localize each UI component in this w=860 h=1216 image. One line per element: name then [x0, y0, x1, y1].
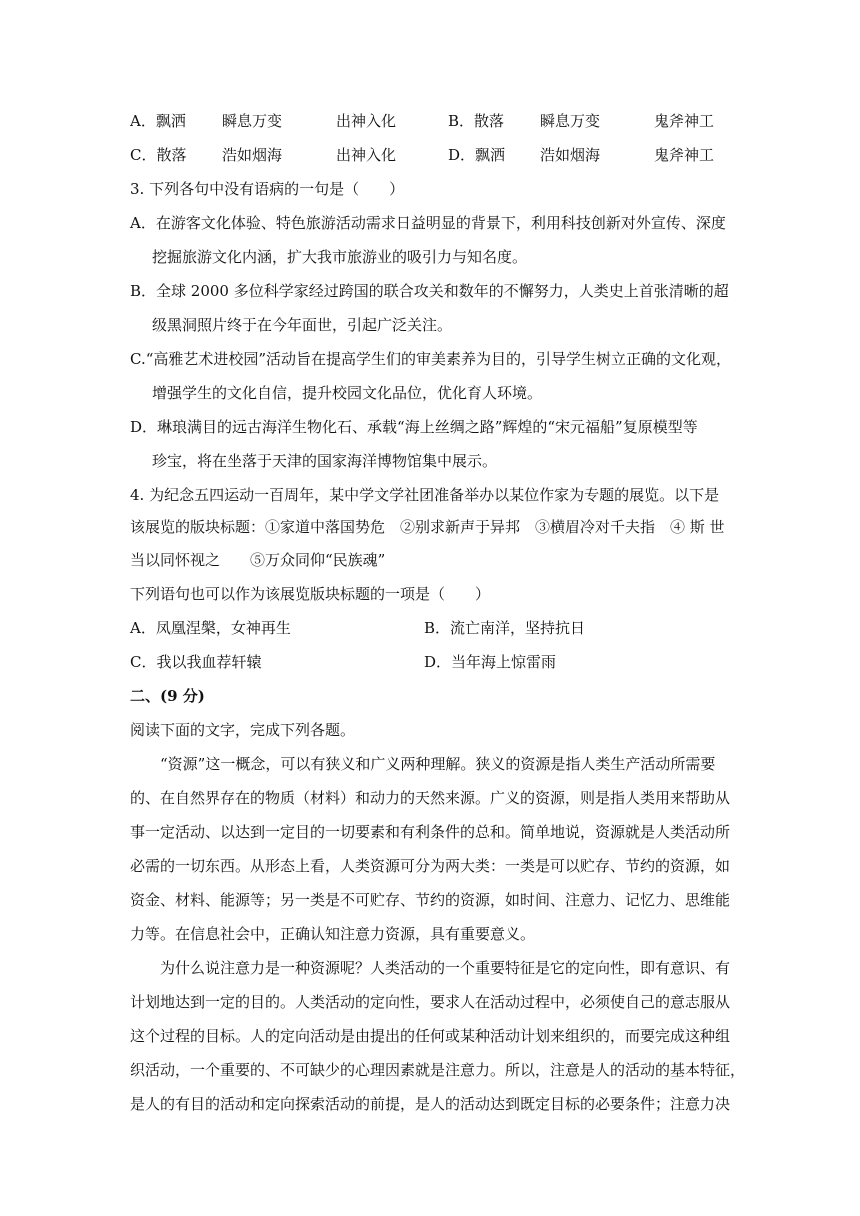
q2-option-d-word3: 鬼斧神工 — [654, 146, 715, 164]
q3-option-b-line1: B．全球 2000 多位科学家经过跨国的联合攻关和数年的不懈努力，人类史上首张清晰的超 — [130, 282, 729, 300]
passage-p1-line: “资源”这一概念，可以有狭义和广义两种理解。狭义的资源是指人类生产活动所需要 — [160, 755, 716, 773]
q4-question: 下列语句也可以作为该展览版块标题的一项是（ ） — [130, 585, 491, 603]
q2-option-c-word3: 出神入化 — [336, 146, 397, 164]
q2-option-d: D．飘洒 — [448, 146, 506, 164]
q2-option-a-word3: 出神入化 — [336, 112, 397, 130]
passage-p1-line: 必需的一切东西。从形态上看，人类资源可分为两大类：一类是可以贮存、节约的资源，如 — [130, 857, 731, 875]
section-intro: 阅读下面的文字，完成下列各题。 — [130, 721, 356, 739]
q2-option-a: A．飘洒 — [130, 112, 186, 130]
passage-p1-line: 资金、材料、能源等；另一类是不可贮存、节约的资源，如时间、注意力、记忆力、思维能 — [130, 891, 731, 909]
section-heading: 二、(9 分) — [130, 687, 205, 705]
passage-p2-line: 是人的有目的活动和定向探索活动的前提，是人的活动达到既定目标的必要条件；注意力决 — [130, 1095, 731, 1113]
q4-line2: 该展览的版块标题：①家道中落国势危 ②别求新声于异邦 ③横眉冷对千夫指 ④ 斯 世 — [130, 518, 725, 536]
passage-p1-line: 的、在自然界存在的物质（材料）和动力的天然来源。广义的资源，则是指人类用来帮助从 — [130, 789, 731, 807]
q4-line1: 4. 为纪念五四运动一百周年，某中学文学社团准备举办以某位作家为专题的展览。以下是 — [130, 486, 720, 504]
q2-option-b-word2: 瞬息万变 — [540, 112, 601, 130]
passage-p2-line: 计划地达到一定的目的。人类活动的定向性，要求人在活动过程中，必须使自己的意志服从 — [130, 993, 731, 1011]
q2-option-c: C．散落 — [130, 146, 187, 164]
passage-p2-line: 这个过程的目标。人的定向活动是由提出的任何或某种活动计划来组织的，而要完成这种组 — [130, 1027, 731, 1045]
q3-option-a-line1: A．在游客文化体验、特色旅游活动需求日益明显的背景下，利用科技创新对外宣传、深度 — [130, 214, 726, 232]
q4-option-b: B．流亡南洋，坚持抗日 — [424, 619, 586, 637]
q4-option-a: A．凤凰涅槃，女神再生 — [130, 619, 291, 637]
q3-option-d-line2: 珍宝，将在坐落于天津的国家海洋博物馆集中展示。 — [152, 452, 498, 470]
q3-option-b-line2: 级黑洞照片终于在今年面世，引起广泛关注。 — [152, 316, 453, 334]
q2-option-d-word2: 浩如烟海 — [540, 146, 601, 164]
q3-option-a-line2: 挖掘旅游文化内涵，扩大我市旅游业的吸引力与知名度。 — [152, 248, 528, 266]
q4-option-d: D．当年海上惊雷雨 — [424, 653, 557, 671]
q3-stem: 3. 下列各句中没有语病的一句是（ ） — [130, 180, 405, 198]
passage-p1-line: 事一定活动、以达到一定目的一切要素和有利条件的总和。简单地说，资源就是人类活动所 — [130, 823, 731, 841]
passage-p2-line: 为什么说注意力是一种资源呢？人类活动的一个重要特征是它的定向性，即有意识、有 — [160, 959, 731, 977]
q3-option-c-line2: 增强学生的文化自信，提升校园文化品位，优化育人环境。 — [152, 384, 543, 402]
q3-option-d-line1: D．琳琅满目的远古海洋生物化石、承载“海上丝绸之路”辉煌的“宋元福船”复原模型等 — [130, 418, 698, 436]
q2-option-c-word2: 浩如烟海 — [222, 146, 283, 164]
passage-p2-line: 织活动，一个重要的、不可缺少的心理因素就是注意力。所以，注意是人的活动的基本特征， — [130, 1061, 746, 1079]
passage-p1-line: 力等。在信息社会中，正确认知注意力资源，具有重要意义。 — [130, 925, 536, 943]
q4-line3: 当以同怀视之 ⑤万众同仰“民族魂” — [130, 551, 386, 569]
q2-option-b: B．散落 — [448, 112, 505, 130]
q2-option-a-word2: 瞬息万变 — [222, 112, 283, 130]
q2-option-b-word3: 鬼斧神工 — [654, 112, 715, 130]
q4-option-c: C．我以我血荐轩辕 — [130, 653, 262, 671]
q3-option-c-line1: C.“高雅艺术进校园”活动旨在提高学生们的审美素养为目的，引导学生树立正确的文化观， — [130, 350, 732, 368]
